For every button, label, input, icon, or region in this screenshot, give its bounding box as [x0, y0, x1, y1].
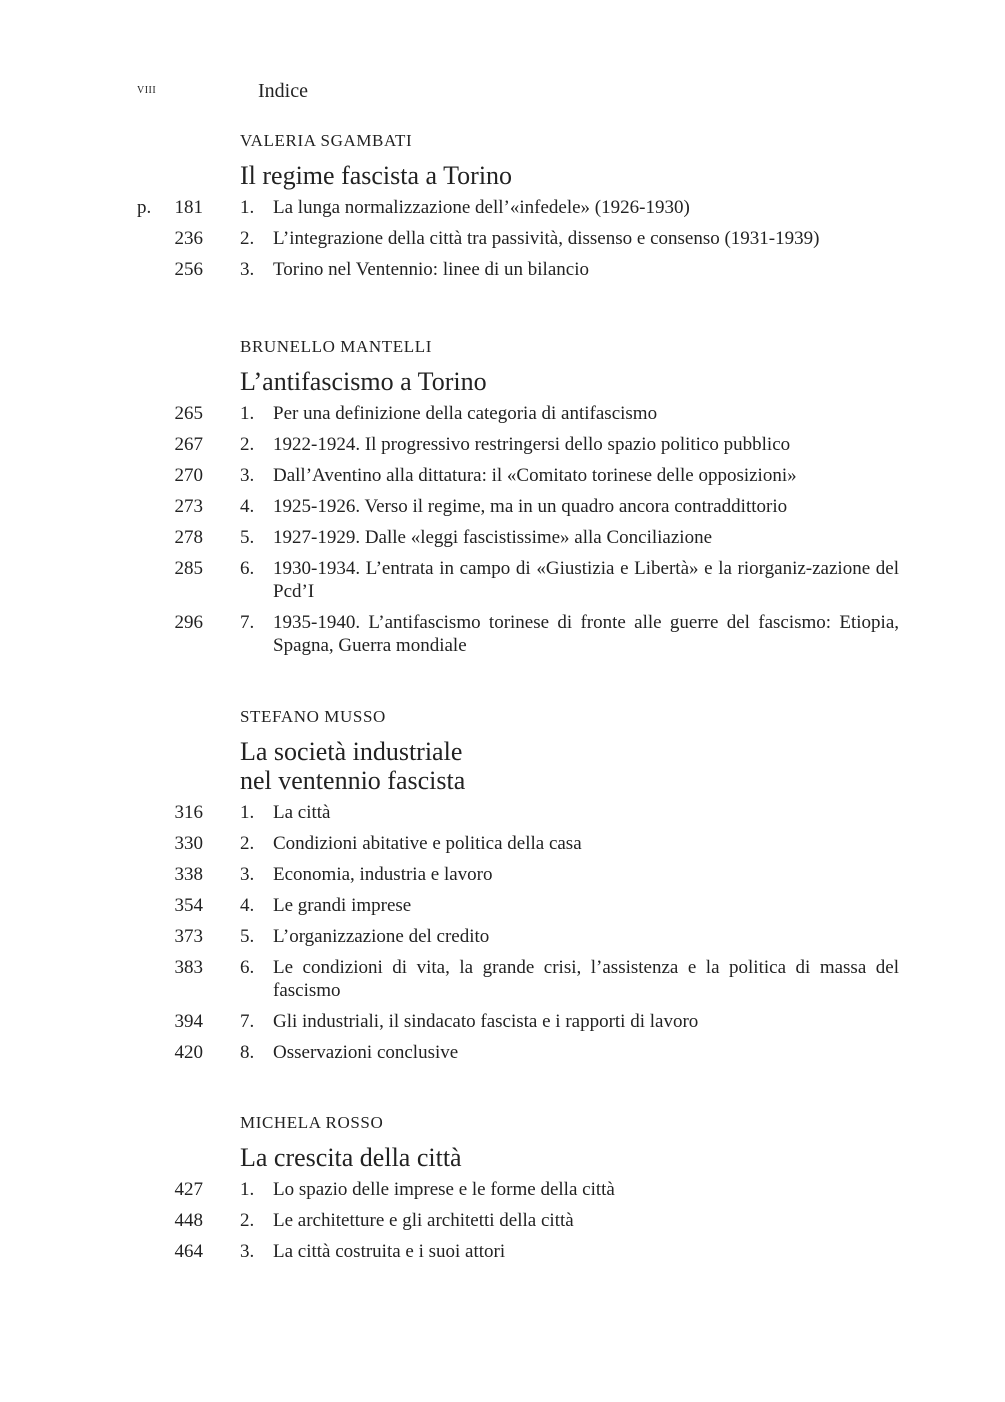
entry-page-number: 265 — [174, 403, 203, 424]
entry-page-number: 285 — [174, 558, 203, 579]
toc-entry[interactable] — [0, 956, 1005, 1002]
entry-number: 4. — [240, 496, 255, 517]
entry-page-number: 278 — [174, 527, 203, 548]
toc-section — [0, 336, 1005, 665]
entry-page-number: 273 — [174, 496, 203, 517]
entry-page-number: 256 — [174, 259, 203, 280]
toc-entry[interactable] — [0, 1010, 1005, 1033]
entry-page-number: 373 — [174, 926, 203, 947]
toc-entry[interactable] — [0, 526, 1005, 549]
toc-entry[interactable] — [0, 1178, 1005, 1201]
entry-number: 1. — [240, 197, 255, 218]
entry-title: Economia, industria e lavoro — [273, 864, 493, 885]
entry-page-number: 296 — [174, 612, 203, 633]
toc-entry[interactable] — [0, 1209, 1005, 1232]
section-title-line: La società industriale — [240, 737, 463, 766]
entry-title: L’organizzazione del credito — [273, 926, 490, 947]
toc-entry[interactable] — [0, 863, 1005, 886]
section-title-line: nel ventennio fascista — [240, 766, 466, 795]
entry-number: 3. — [240, 1241, 255, 1262]
section-author: MICHELA ROSSO — [240, 1113, 384, 1132]
entry-number: 1. — [240, 403, 255, 424]
entry-page-number: 181 — [174, 197, 203, 218]
entry-title: 1925-1926. Verso il regime, ma in un quadro ancora contraddittorio — [273, 496, 788, 517]
section-author: BRUNELLO MANTELLI — [240, 337, 432, 356]
entry-number: 7. — [240, 612, 255, 633]
toc-section — [0, 1112, 1005, 1271]
entry-number: 2. — [240, 833, 255, 854]
entry-title: Dall’Aventino alla dittatura: il «Comitato torinese delle opposizioni» — [273, 465, 797, 486]
entry-title: Osservazioni conclusive — [273, 1042, 459, 1063]
toc-entry[interactable] — [0, 1041, 1005, 1064]
toc-entry[interactable] — [0, 258, 1005, 281]
section-title — [240, 737, 1005, 795]
entry-page-number: 338 — [174, 864, 203, 885]
entry-title: 1927-1929. Dalle «leggi fascistissime» alla Conciliazione — [273, 527, 713, 548]
entry-title: L’integrazione della città tra passività, dissenso e consenso (1931-1939) — [273, 228, 820, 249]
entry-number: 2. — [240, 434, 255, 455]
entry-number: 6. — [240, 558, 255, 579]
entry-title: Le condizioni di vita, la grande crisi, l’assistenza e la politica di massa del fascismo — [273, 957, 899, 1001]
entry-number: 6. — [240, 957, 255, 978]
toc-entry[interactable] — [0, 227, 1005, 250]
toc-entry[interactable] — [0, 1240, 1005, 1263]
entry-number: 3. — [240, 259, 255, 280]
entry-number: 3. — [240, 864, 255, 885]
toc-entry[interactable] — [0, 402, 1005, 425]
running-head — [0, 80, 1005, 104]
section-title-line: L’antifascismo a Torino — [240, 367, 487, 396]
toc-entry[interactable] — [0, 464, 1005, 487]
entry-page-number: 270 — [174, 465, 203, 486]
entry-number: 4. — [240, 895, 255, 916]
toc-entry[interactable] — [0, 801, 1005, 824]
entry-page-number: 330 — [174, 833, 203, 854]
entry-number: 5. — [240, 926, 255, 947]
section-title — [240, 161, 1005, 190]
section-title — [240, 1143, 1005, 1172]
toc-entry[interactable] — [0, 433, 1005, 456]
section-author: STEFANO MUSSO — [240, 707, 386, 726]
toc-entry[interactable] — [0, 832, 1005, 855]
section-title — [240, 367, 1005, 396]
entry-number: 2. — [240, 228, 255, 249]
entry-title: Gli industriali, il sindacato fascista e i rapporti di lavoro — [273, 1011, 699, 1032]
toc-entry[interactable] — [0, 894, 1005, 917]
page-folio: viii — [137, 82, 157, 97]
entry-page-number: 316 — [174, 802, 203, 823]
toc-entry[interactable] — [0, 196, 1005, 219]
entry-number: 8. — [240, 1042, 255, 1063]
entry-title: Le architetture e gli architetti della città — [273, 1210, 574, 1231]
entry-page-number: 420 — [174, 1042, 203, 1063]
entry-number: 1. — [240, 1179, 255, 1200]
entry-title: 1935-1940. L’antifascismo torinese di fronte alle guerre del fascismo: Etiopia, Spagna, Guerra mondiale — [273, 612, 899, 656]
entry-title: 1922-1924. Il progressivo restringersi dello spazio politico pubblico — [273, 434, 791, 455]
section-author: VALERIA SGAMBATI — [240, 131, 413, 150]
entry-title: Torino nel Ventennio: linee di un bilancio — [273, 259, 589, 280]
entry-page-number: 427 — [174, 1179, 203, 1200]
entry-number: 2. — [240, 1210, 255, 1231]
entry-title: La città costruita e i suoi attori — [273, 1241, 506, 1262]
entry-title: La città — [273, 802, 331, 823]
entry-number: 3. — [240, 465, 255, 486]
entry-page-number: 354 — [174, 895, 203, 916]
page-prefix: p. — [137, 197, 152, 218]
toc-entry[interactable] — [0, 925, 1005, 948]
section-title-line: Il regime fascista a Torino — [240, 161, 513, 190]
entry-title: Condizioni abitative e politica della casa — [273, 833, 582, 854]
entry-number: 1. — [240, 802, 255, 823]
entry-title: Lo spazio delle imprese e le forme della città — [273, 1179, 615, 1200]
toc-entry[interactable] — [0, 495, 1005, 518]
entry-page-number: 394 — [174, 1011, 203, 1032]
entry-page-number: 236 — [174, 228, 203, 249]
running-title: Indice — [258, 80, 308, 102]
entry-title: La lunga normalizzazione dell’«infedele» (1926-1930) — [273, 197, 690, 218]
entry-title: Le grandi imprese — [273, 895, 412, 916]
toc-entry[interactable] — [0, 557, 1005, 603]
entry-page-number: 383 — [174, 957, 203, 978]
entry-title: 1930-1934. L’entrata in campo di «Giustizia e Libertà» e la riorganiz-zazione del Pcd’I — [273, 558, 899, 602]
entry-page-number: 267 — [174, 434, 203, 455]
entry-title: Per una definizione della categoria di antifascismo — [273, 403, 658, 424]
toc-entry[interactable] — [0, 611, 1005, 657]
entry-page-number: 464 — [174, 1241, 203, 1262]
entry-number: 5. — [240, 527, 255, 548]
toc-section — [0, 706, 1005, 1072]
section-title-line: La crescita della città — [240, 1143, 462, 1172]
entry-page-number: 448 — [174, 1210, 203, 1231]
toc-section — [0, 130, 1005, 289]
entry-number: 7. — [240, 1011, 255, 1032]
